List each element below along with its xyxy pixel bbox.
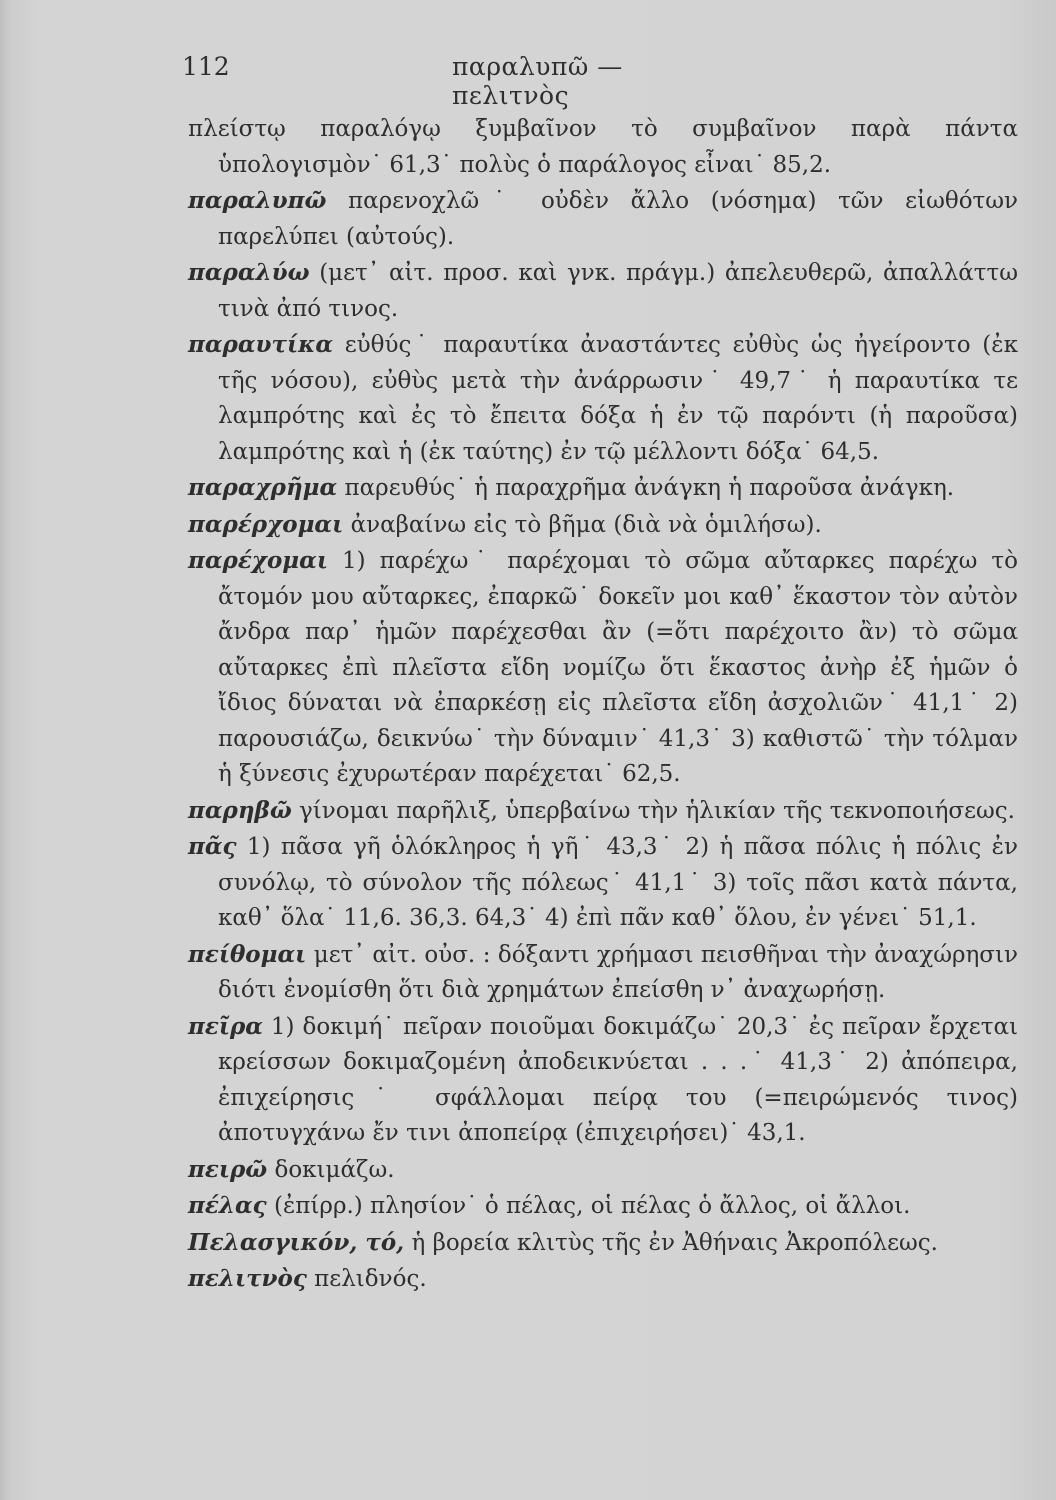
entry-text: (μετ᾽ αἰτ. προσ. καὶ γνκ. πράγμ.) ἀπελευθερῶ, ἀπαλλάττω τινὰ ἀπό τινος. (218, 260, 1019, 322)
entry-text: ἀναβαίνω εἰς τὸ βῆμα (διὰ νὰ ὁμιλήσω). (350, 511, 822, 538)
entry-lemma: παρηβῶ (188, 796, 292, 824)
running-head: παραλυπῶ — πελιτνὸς (452, 52, 623, 110)
entry-text: παρευθύς˙ ἡ παραχρῆμα ἀνάγκη ἡ παροῦσα ἀνάγκη. (344, 475, 955, 501)
entry-lemma: πειρῶ (188, 1155, 268, 1183)
entry-text: δοκιμάζω. (274, 1156, 395, 1183)
entry-lemma: Πελασγικόν, τό, (188, 1228, 405, 1256)
dictionary-entry (188, 1188, 1018, 1225)
dictionary-entry (188, 1225, 1018, 1262)
dictionary-entry (188, 543, 1018, 793)
dictionary-entry (188, 793, 1018, 830)
entry-lemma: πέλας (188, 1192, 267, 1219)
entry-text: πλείστῳ παραλόγῳ ξυμβαῖνον τὸ συμβαῖνον παρὰ πάντα ὑπολογισμὸν˙ 61,3˙ πολὺς ὁ παράλογος εἶναι˙ 85,2. (188, 116, 1018, 178)
entry-text: εὐθύς˙ παραυτίκα ἀναστάντες εὐθὺς ὡς ἠγείροντο (ἐκ τῆς νόσου), εὐθὺς μετὰ τὴν ἀνάρρωσιν˙ 49,7˙ ἡ παραυτίκα τε λαμπρότης καὶ ἐς τὸ ἔπειτα δόξα ἡ ἐν τῷ παρόντι (ἡ παροῦσα) λαμπρότης καὶ ἡ (ἐκ ταύτης) ἐν τῷ μέλλοντι δόξα˙ 64,5. (218, 332, 1018, 465)
dictionary-entry (188, 327, 1018, 470)
dictionary-entry (188, 470, 1018, 507)
dictionary-entry (188, 937, 1018, 1009)
entry-lemma: παραλύω (188, 259, 310, 286)
entry-lemma: παραχρῆμα (188, 474, 338, 501)
dictionary-entry (188, 255, 1018, 327)
page-header (182, 52, 742, 110)
entry-lemma: παρέχομαι (188, 547, 328, 574)
entry-text: ἡ βορεία κλιτὺς τῆς ἐν Ἀθήναις Ἀκροπόλεως. (411, 1229, 938, 1256)
dictionary-entry (188, 112, 1018, 183)
entry-text: 1) παρέχω˙ παρέχομαι τὸ σῶμα αὔταρκες παρέχω τὸ ἄτομόν μου αὔταρκες, ἐπαρκῶ˙ δοκεῖν μοι καθ᾽ ἕκαστον τὸν αὐτὸν ἄνδρα παρ᾽ ἡμῶν παρέχεσθαι ἂν (=ὅτι παρέχοιτο ἂν) τὸ σῶμα αὔταρκες ἐπὶ πλεῖστα εἴδη νομίζω ὅτι ἕκαστος ἀνὴρ ἐξ ἡμῶν ὁ ἴδιος δύναται νὰ ἐπαρκέσῃ εἰς πλεῖστα εἴδη ἀσχολιῶν˙ 41,1˙ 2) παρουσιάζω, δεικνύω˙ τὴν δύναμιν˙ 41,3˙ 3) καθιστῶ˙ τὴν τόλμαν ἡ ξύνεσις ἐχυρωτέραν παρέχεται˙ 62,5. (218, 548, 1018, 787)
entry-text: πελιδνός. (314, 1266, 427, 1292)
entry-text: 1) δοκιμή˙ πεῖραν ποιοῦμαι δοκιμάζω˙ 20,3˙ ἐς πεῖραν ἔρχεται κρείσσων δοκιμαζομένη ἀποδεικνύεται . . .˙ 41,3˙ 2) ἀπόπειρα, ἐπιχείρησις˙ σφάλλομαι πείρᾳ του (=πειρώμενός τινος) ἀποτυγχάνω ἔν τινι ἀποπείρᾳ (ἐπιχειρήσει)˙ 43,1. (218, 1013, 1018, 1146)
entry-lemma: πελιτνὸς (188, 1265, 307, 1292)
dictionary-entries (188, 112, 1018, 1298)
entry-text: γίνομαι παρῆλιξ, ὑπερβαίνω τὴν ἡλικίαν τῆς τεκνοποιήσεως. (299, 797, 1015, 824)
dictionary-entry (188, 829, 1018, 937)
entry-lemma: πᾶς (188, 833, 237, 860)
dictionary-entry (188, 1152, 1018, 1189)
dictionary-entry (188, 1009, 1018, 1152)
entry-lemma: παραλυπῶ (188, 187, 327, 214)
dictionary-entry (188, 1261, 1018, 1298)
entry-lemma: παραυτίκα (188, 331, 334, 358)
entry-lemma: πεῖρα (188, 1012, 263, 1040)
entry-text: (ἐπίρρ.) πλησίον˙ ὁ πέλας, οἱ πέλας ὁ ἄλλος, οἱ ἄλλοι. (273, 1193, 911, 1219)
dictionary-entry (188, 183, 1018, 255)
entry-text: παρενοχλῶ˙ οὐδὲν ἄλλο (νόσημα) τῶν εἰωθότων παρελύπει (αὐτούς). (218, 188, 1019, 250)
entry-lemma: παρέρχομαι (188, 510, 344, 538)
entry-text: 1) πᾶσα γῆ ὁλόκληρος ἡ γῆ˙ 43,3˙ 2) ἡ πᾶσα πόλις ἡ πόλις ἐν συνόλῳ, τὸ σύνολον τῆς πόλεως˙ 41,1˙ 3) τοῖς πᾶσι κατὰ πάντα, καθ᾽ ὅλα˙ 11,6. 36,3. 64,3˙ 4) ἐπὶ πᾶν καθ᾽ ὅλου, ἐν γένει˙ 51,1. (218, 834, 1019, 931)
entry-lemma: πείθομαι (188, 940, 307, 968)
dictionary-entry (188, 507, 1018, 544)
page-number: 112 (182, 52, 230, 81)
entry-text: μετ᾽ αἰτ. οὐσ. : δόξαντι χρήμασι πεισθῆναι τὴν ἀναχώρησιν διότι ἐνομίσθη ὅτι διὰ χρημάτων ἐπείσθη ν᾽ ἀναχωρήσῃ. (218, 941, 1019, 1003)
